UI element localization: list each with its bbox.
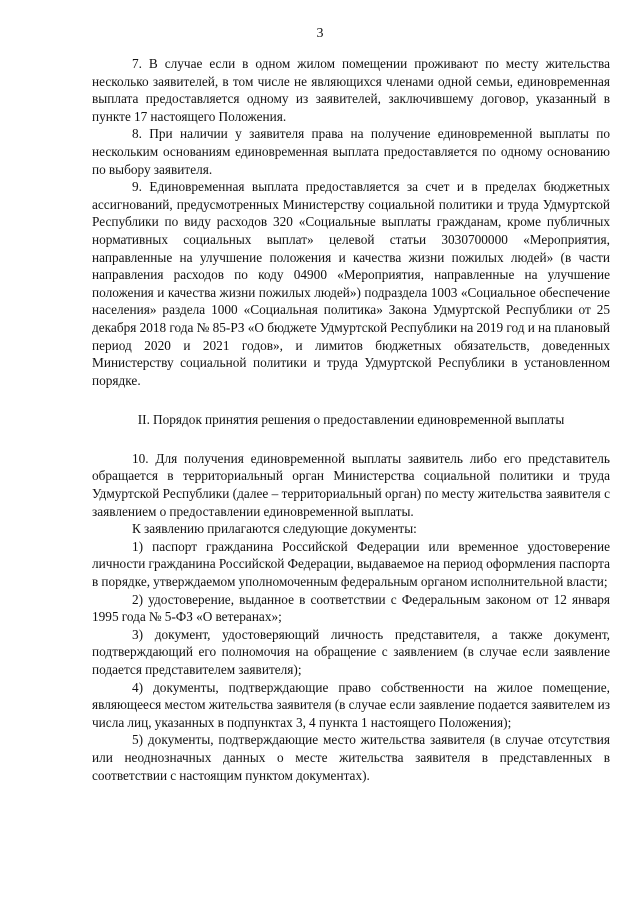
paragraph-7: 7. В случае если в одном жилом помещении проживают по месту жительства несколько заявителей, в том числе не являющихся членами одной семьи, единовременная выплата предоставляется одному из заявителей, заключившему договор, указанный в пункте 17 настоящего Положения. [92,56,610,124]
documents-intro: К заявлению прилагаются следующие документы: [132,521,417,537]
section-heading: II. Порядок принятия решения о предоставлении единовременной выплаты [137,412,565,428]
page-number: 3 [316,26,324,41]
paragraph-8: 8. При наличии у заявителя права на получение единовременной выплаты по нескольким основаниям единовременная выплата предоставляется по одному основанию по выбору заявителя. [92,126,610,177]
document-item-3: 3) документ, удостоверяющий личность представителя, а также документ, подтверждающий его полномочия на обращение с заявлением (в случае если заявление подается представителем заявителя); [92,626,610,677]
document-item-5: 5) документы, подтверждающие место жительства заявителя (в случае отсутствия или неоднозначных данных о месте жительства заявителя в представленных в соответствии с настоящим пунктом документах). [92,732,610,783]
document-item-1: 1) паспорт гражданина Российской Федерации или временное удостоверение личности гражданина Российской Федерации, выдаваемое на период оформления паспорта в порядке, утверждаемом уполномоченным федеральным органом исполнительной власти; [92,538,610,590]
document-item-4: 4) документы, подтверждающие право собственности на жилое помещение, являющееся местом жительства заявителя (в случае если заявление подается заявителем из числа лиц, указанных в подпунктах 3, 4 пункта 1 настоящего Положения); [92,679,610,730]
document-body [92,55,610,784]
document-item-2: 2) удостоверение, выданное в соответствии с Федеральным законом от 12 января 1995 года № 5-ФЗ «О ветеранах»; [92,591,610,625]
paragraph-10: 10. Для получения единовременной выплаты заявитель либо его представитель обращается в территориальный орган Министерства социальной политики и труда Удмуртской Республики (далее – территориальный орган) по месту жительства заявителя с заявлением о предоставлении единовременной выплаты. [92,450,610,519]
paragraph-9: 9. Единовременная выплата предоставляется за счет и в пределах бюджетных ассигнований, предусмотренных Министерству социальной политики и труда Удмуртской Республики по виду расходов 320 «Социальные выплаты гражданам, кроме публичных нормативных социальных выплат» целевой статьи 3030700000 «Мероприятия, направленные на улучшение положения и качества жизни пожилых людей» (в части направления расходов по коду 04900 «Мероприятия, направленные на улучшение положения и качества жизни пожилых людей») подраздела 1003 «Социальное обеспечение населения» раздела 1000 «Социальная политика» Закона Удмуртской Республики от 25 декабря 2018 года № 85-РЗ «О бюджете Удмуртской Республики на 2019 год и на плановый период 2020 и 2021 годов», и лимитов бюджетных обязательств, доведенных Министерству социальной политики и труда Удмуртской Республики в установленном порядке. [92,179,610,388]
